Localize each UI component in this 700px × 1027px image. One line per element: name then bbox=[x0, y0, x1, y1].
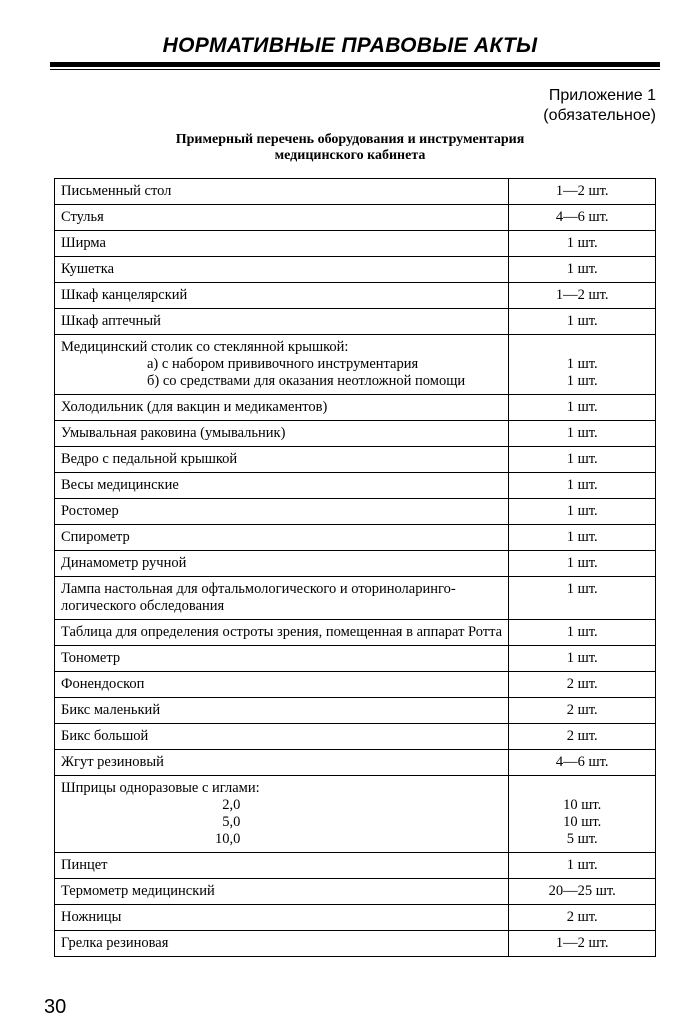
item-quantity: 1 шт. bbox=[509, 231, 656, 257]
item-quantity: 1 шт. bbox=[509, 646, 656, 672]
item-name: Бикс маленький bbox=[55, 698, 509, 724]
item-name: Медицинский столик со стеклянной крышкой: bbox=[61, 339, 349, 355]
table-row bbox=[55, 776, 656, 853]
item-quantity-group bbox=[509, 776, 656, 853]
table-row bbox=[55, 395, 656, 421]
item-name: Шприцы одноразовые с иглами: bbox=[61, 780, 260, 796]
item-name: Жгут резиновый bbox=[55, 750, 509, 776]
item-name: Спирометр bbox=[55, 525, 509, 551]
item-quantity: 1—2 шт. bbox=[509, 283, 656, 309]
item-quantity: 1 шт. bbox=[509, 551, 656, 577]
item-quantity: 10 шт. bbox=[563, 797, 602, 813]
table-row bbox=[55, 577, 656, 620]
table-row bbox=[55, 698, 656, 724]
table-row bbox=[55, 750, 656, 776]
table-row bbox=[55, 421, 656, 447]
table-row bbox=[55, 646, 656, 672]
item-name: Шкаф канцелярский bbox=[55, 283, 509, 309]
table-row bbox=[55, 905, 656, 931]
item-quantity-group bbox=[509, 335, 656, 395]
item-quantity: 5 шт. bbox=[566, 831, 598, 847]
item-quantity: 4—6 шт. bbox=[509, 205, 656, 231]
item-name-group bbox=[55, 335, 509, 395]
table-row bbox=[55, 853, 656, 879]
appendix-status: (обязательное) bbox=[543, 107, 656, 124]
item-quantity: 1—2 шт. bbox=[509, 179, 656, 205]
item-name: Ножницы bbox=[55, 905, 509, 931]
table-row bbox=[55, 283, 656, 309]
item-quantity: 1 шт. bbox=[509, 447, 656, 473]
item-name: Таблица для определения остроты зрения, помещенная в аппарат Ротта bbox=[55, 620, 509, 646]
equipment-table bbox=[54, 178, 656, 957]
item-quantity: 20—25 шт. bbox=[509, 879, 656, 905]
table-row bbox=[55, 179, 656, 205]
table-row bbox=[55, 879, 656, 905]
item-name: Умывальная раковина (умывальник) bbox=[55, 421, 509, 447]
item-name: Кушетка bbox=[55, 257, 509, 283]
item-name: Ведро с педальной крышкой bbox=[55, 447, 509, 473]
item-name: Бикс большой bbox=[55, 724, 509, 750]
table-row bbox=[55, 525, 656, 551]
item-subitem: а) с набором прививочного инструментария bbox=[147, 356, 419, 372]
item-name: Ширма bbox=[55, 231, 509, 257]
appendix-number: Приложение 1 bbox=[548, 87, 656, 104]
item-quantity: 4—6 шт. bbox=[509, 750, 656, 776]
item-subitem: б) со средствами для оказания неотложной помощи bbox=[147, 373, 466, 389]
item-name: Динамометр ручной bbox=[55, 551, 509, 577]
table-row bbox=[55, 231, 656, 257]
appendix-label bbox=[543, 86, 656, 126]
item-quantity: 1 шт. bbox=[509, 473, 656, 499]
item-quantity: 2 шт. bbox=[509, 905, 656, 931]
item-name: Стулья bbox=[55, 205, 509, 231]
item-name: Ростомер bbox=[55, 499, 509, 525]
table-row bbox=[55, 620, 656, 646]
table-row bbox=[55, 724, 656, 750]
item-name: Пинцет bbox=[55, 853, 509, 879]
item-name: Шкаф аптечный bbox=[55, 309, 509, 335]
item-quantity: 10 шт. bbox=[563, 814, 602, 830]
table-row bbox=[55, 309, 656, 335]
item-name: Весы медицинские bbox=[55, 473, 509, 499]
item-quantity: 1 шт. bbox=[566, 373, 598, 389]
item-name: Письменный стол bbox=[55, 179, 509, 205]
item-name-group bbox=[55, 776, 509, 853]
item-quantity: 1—2 шт. bbox=[509, 931, 656, 957]
document-title-line1: Примерный перечень оборудования и инструментария bbox=[175, 132, 525, 147]
table-row bbox=[55, 473, 656, 499]
table-row bbox=[55, 672, 656, 698]
item-quantity: 1 шт. bbox=[566, 356, 598, 372]
header-rule-thin bbox=[50, 69, 660, 70]
table-row bbox=[55, 931, 656, 957]
item-quantity: 1 шт. bbox=[509, 421, 656, 447]
item-quantity: 1 шт. bbox=[509, 577, 656, 620]
table-row bbox=[55, 447, 656, 473]
item-name: Фонендоскоп bbox=[55, 672, 509, 698]
table-row bbox=[55, 551, 656, 577]
item-name: Грелка резиновая bbox=[55, 931, 509, 957]
item-subitem: 10,0 bbox=[214, 831, 241, 847]
item-quantity: 1 шт. bbox=[509, 499, 656, 525]
page-number: 30 bbox=[44, 996, 67, 1018]
table-row bbox=[55, 499, 656, 525]
item-subitem: 5,0 bbox=[222, 814, 241, 830]
item-name: Лампа настольная для офтальмологического и оториноларинго-логического обследования bbox=[55, 577, 509, 620]
item-quantity: 1 шт. bbox=[509, 309, 656, 335]
document-title-line2: медицинского кабинета bbox=[274, 148, 426, 163]
item-quantity: 1 шт. bbox=[509, 853, 656, 879]
item-quantity: 1 шт. bbox=[509, 525, 656, 551]
item-quantity: 2 шт. bbox=[509, 672, 656, 698]
item-quantity: 1 шт. bbox=[509, 257, 656, 283]
item-quantity: 2 шт. bbox=[509, 698, 656, 724]
item-subitem: 2,0 bbox=[222, 797, 241, 813]
table-row bbox=[55, 335, 656, 395]
item-name: Термометр медицинский bbox=[55, 879, 509, 905]
document-title bbox=[0, 132, 700, 164]
item-name: Тонометр bbox=[55, 646, 509, 672]
table-row bbox=[55, 257, 656, 283]
item-quantity: 1 шт. bbox=[509, 620, 656, 646]
running-header: НОРМАТИВНЫЕ ПРАВОВЫЕ АКТЫ bbox=[162, 34, 538, 57]
table-row bbox=[55, 205, 656, 231]
header-rule-thick bbox=[50, 62, 660, 67]
item-quantity: 1 шт. bbox=[509, 395, 656, 421]
item-quantity: 2 шт. bbox=[509, 724, 656, 750]
item-name: Холодильник (для вакцин и медикаментов) bbox=[55, 395, 509, 421]
